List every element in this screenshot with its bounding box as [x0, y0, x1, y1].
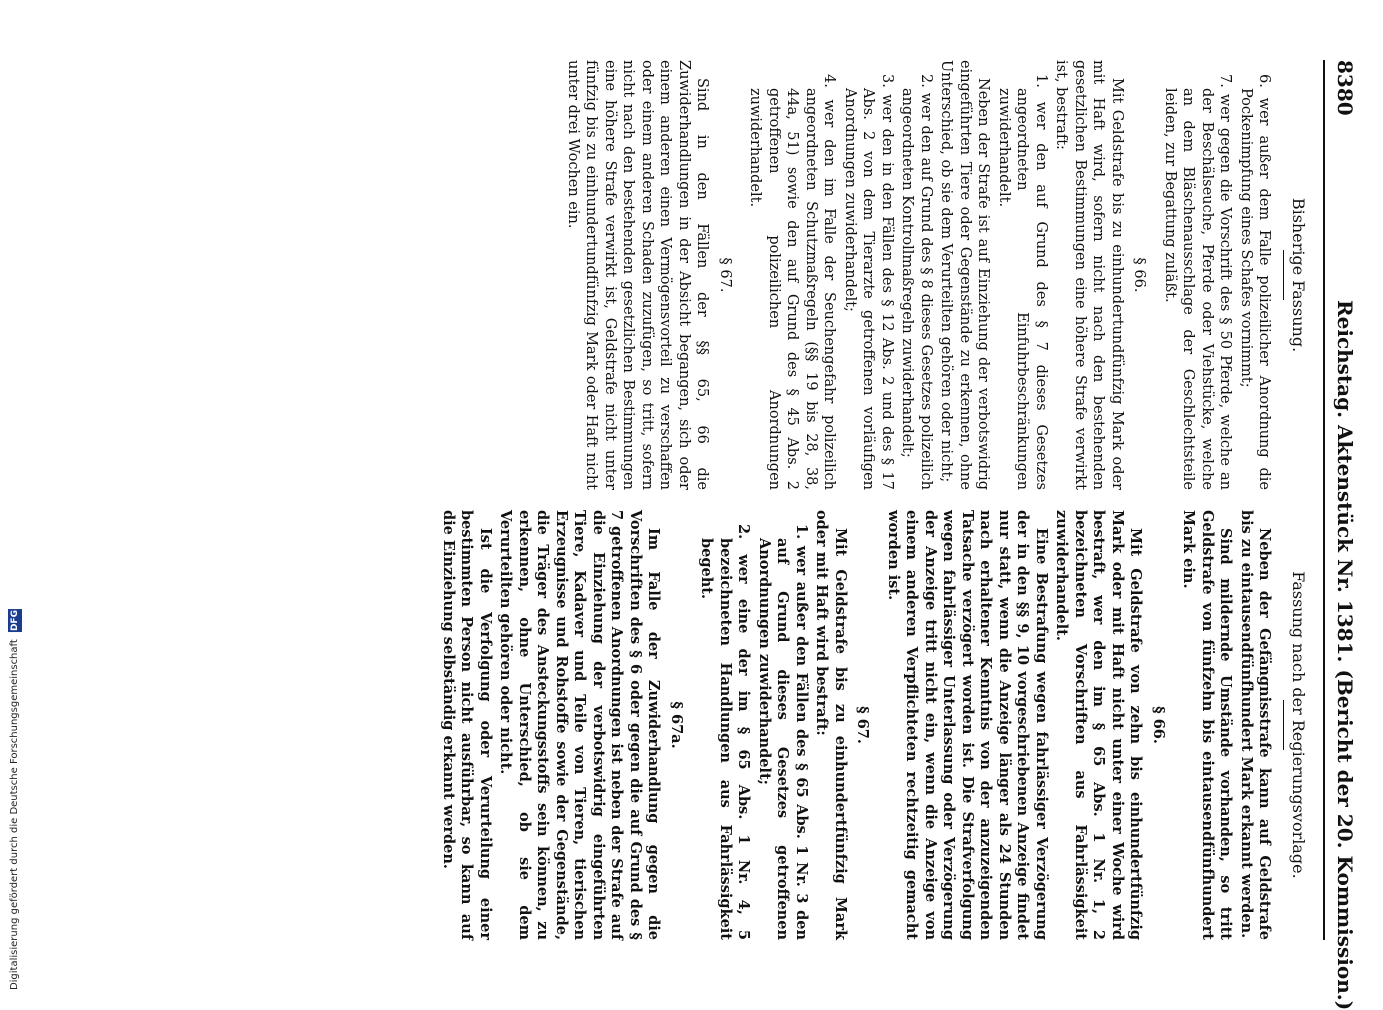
paragraph-fine: Neben der Gefängnisstrafe kann auf Geldstrafe bis zu eintausendfünfhundert Mark erkannt werden.	[1238, 510, 1274, 940]
section-66-text: Mit Geldstrafe bis zu einhundertundfünfzig Mark oder mit Haft wird, sofern nicht nach den bestehenden gesetzlichen Bestimmungen eine höhere Strafe verwirkt ist, bestraft:	[1053, 60, 1125, 490]
section-66-heading: § 66.	[1150, 706, 1167, 744]
page-title: Reichstag. Aktenstück Nr. 1381. (Bericht der 20. Kommission.)	[1333, 300, 1357, 1010]
digitization-credit	[8, 609, 22, 990]
section-66-text-2: Eine Bestrafung wegen fahrlässiger Verzögerung der in den §§ 9, 10 vorgeschriebenen Anzeige findet nur statt, wenn die Anzeige länger als 24 Stunden nach erhaltener Kenntnis von der anzuzeigenden Tatsache verzögert worden ist. Die Strafverfolgung wegen fahrlässiger Unterlassung oder Verzögerung der Anzeige tritt nicht ein, wenn die Anzeige von einem anderen Verpflichteten rechtzeitig gemacht worden ist.	[885, 510, 1050, 940]
section-66-text: Mit Geldstrafe von zehn bis einhundertfünfzig Mark oder mit Haft nicht unter einer Woche wird bestraft, wer den im § 65 Abs. 1 Nr. 1, 2 bezeichneten Vorschriften aus Fahrlässigkeit zuwiderhandelt.	[1053, 510, 1145, 940]
section-67-heading: § 67.	[717, 257, 733, 293]
credit-text: Digitalisierung gefördert durch die Deutsche Forschungsgemeinschaft	[9, 639, 20, 990]
section-67-heading: § 67.	[854, 706, 872, 744]
section-67-text: Mit Geldstrafe bis zu einhundertfünfzig Mark oder mit Haft wird bestraft:	[813, 510, 849, 940]
dfg-logo-icon: DFG	[10, 609, 20, 631]
item-7: 7. wer gegen die Vorschrift des § 50 Pferde, welche an der Beschälseuche, Pferde oder Viehstücke, welche an dem Bläschenausschlage der Geschlechtsteile leiden, zur Begattung zuläßt.	[1162, 74, 1234, 490]
left-column-previous-version	[562, 60, 1314, 490]
section-66-item-1: 1. wer den auf Grund des § 7 dieses Gesetzes angeordneten Einfuhrbeschränkungen zuwiderhandelt.	[996, 74, 1049, 490]
left-column-heading: Bisherige Fassung.	[1289, 197, 1308, 353]
item-6: 6. wer außer dem Falle polizeilicher Anordnung die Pockenimpfung eines Schafes vornimmt;	[1238, 74, 1273, 490]
section-67-text: Sind in den Fällen der §§ 65, 66 die Zuwiderhandlungen in der Absicht begangen, sich oder einem anderen einen Vermögensvorteil zu verschaffen oder einem anderen Schaden zuzufügen, so tritt, sofern nicht nach den bestehenden gesetzlichen Bestimmungen eine höhere Strafe verwirkt ist, Geldstrafe nicht unter fünfzig bis zu einhundertundfünfzig Mark oder Haft nicht unter drei Wochen ein.	[565, 60, 711, 490]
right-column-heading: Fassung nach der Regierungsvorlage.	[1289, 571, 1308, 879]
heading-rule	[1284, 250, 1285, 300]
section-67-item-1: 1. wer außer den Fällen des § 65 Abs. 1 Nr. 3 den auf Grund dieses Gesetzes getroffenen Anordnungen zuwiderhandelt;	[756, 524, 810, 940]
section-66-item-4: 4. wer den im Falle der Seuchengefahr polizeilich angeordneten Schutzmaßregeln (§§ 19 bis 28, 38, 44a, 51) sowie den auf Grund des § 45 Abs. 2 getroffenen polizeilichen Anordnungen zuwiderhandelt.	[747, 74, 838, 490]
section-66-item-3: 3. wer den in den Fällen des § 12 Abs. 2 und des § 17 Abs. 2 von dem Tierarzte getroffenen vorläufigen Anordnungen zuwiderhandelt;	[842, 74, 895, 490]
section-67a-heading: § 67a.	[668, 701, 685, 749]
section-67-item-2: 2. wer eine der im § 65 Abs. 1 Nr. 4, 5 bezeichneten Handlungen aus Fahrlässigkeit begeht.	[698, 524, 753, 940]
page-header	[1323, 60, 1365, 1010]
page-number: 8380	[1333, 60, 1357, 116]
right-column-government-draft	[437, 510, 1314, 940]
section-67a-text: Im Falle der Zuwiderhandlung gegen die Vorschriften des § 6 oder gegen die auf Grund des § 7 getroffenen Anordnungen ist neben der Strafe auf die Einziehung der verbotswidrig eingeführten Tiere, Kadaver und Teile von Tieren, tierischen Erzeugnisse und Rohstoffe sowie der Gegenstände, die Träger des Ansteckungsstoffs sein können, zu erkennen, ohne Unterschied, ob sie dem Verurteilten gehören oder nicht.	[497, 510, 663, 940]
paragraph-mitigating: Sind mildernde Umstände vorhanden, so tritt Geldstrafe von fünfzehn bis eintausendfünfhundert Mark ein.	[1180, 510, 1235, 940]
section-66-item-1-note: Neben der Strafe ist auf Einziehung der verbotswidrig eingeführten Tiere oder Gegenstände zu erkennen, ohne Unterschied, ob sie dem Verurteilten gehören oder nicht;	[938, 60, 992, 490]
section-67a-text-2: Ist die Verfolgung oder Verurteilung einer bestimmten Person nicht ausführbar, so kann auf die Einziehung selbständig erkannt werden.	[440, 510, 494, 940]
section-66-heading: § 66.	[1131, 257, 1148, 293]
heading-rule	[1284, 700, 1285, 750]
section-66-item-2: 2. wer den auf Grund des § 8 dieses Gesetzes polizeilich angeordneten Kontrollmaßregeln zuwiderhandelt;	[899, 74, 934, 490]
